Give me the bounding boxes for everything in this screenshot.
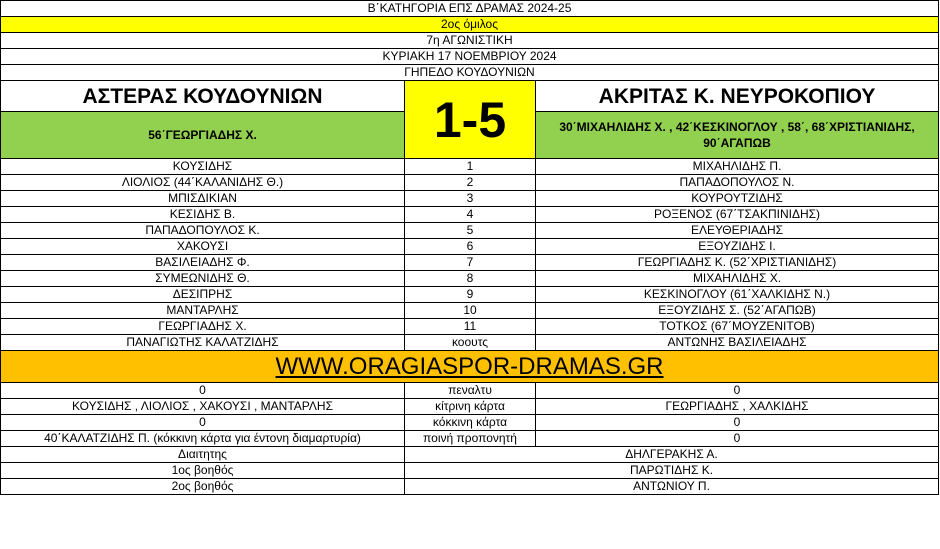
- official-name: ΑΝΤΩΝΙΟΥ Π.: [405, 479, 939, 495]
- home-player: ΚΟΥΣΙΔΗΣ: [1, 159, 405, 175]
- official-role: 2ος βοηθός: [1, 479, 405, 495]
- home-stat: 0: [1, 383, 405, 399]
- lineup-row: [1, 159, 939, 175]
- shirt-number: 5: [405, 223, 536, 239]
- away-stat: 0: [536, 383, 939, 399]
- home-scorers: 56΄ΓΕΩΡΓΙΑΔΗΣ Χ.: [1, 112, 405, 159]
- away-player: ΕΛΕΥΘΕΡΙΑΔΗΣ: [536, 223, 939, 239]
- official-row: [1, 463, 939, 479]
- home-stat: ΚΟΥΣΙΔΗΣ , ΛΙΟΛΙΟΣ , ΧΑΚΟΥΣΙ , ΜΑΝΤΑΡΛΗΣ: [1, 399, 405, 415]
- home-player: ΚΕΣΙΔΗΣ Β.: [1, 207, 405, 223]
- home-player: ΛΙΟΛΙΟΣ (44΄ΚΑΛΑΝΙΔΗΣ Θ.): [1, 175, 405, 191]
- away-player: ΜΙΧΑΗΛΙΔΗΣ Π.: [536, 159, 939, 175]
- official-name: ΠΑΡΩΤΙΔΗΣ Κ.: [405, 463, 939, 479]
- home-player: ΔΕΣΙΠΡΗΣ: [1, 287, 405, 303]
- home-player: ΜΠΙΣΔΙΚΙΑΝ: [1, 191, 405, 207]
- away-stat: 0: [536, 431, 939, 447]
- coach-row: [1, 335, 939, 351]
- home-coach: ΠΑΝΑΓΙΩΤΗΣ ΚΑΛΑΤΖΙΔΗΣ: [1, 335, 405, 351]
- round-label: 7η ΑΓΩΝΙΣΤΙΚΗ: [1, 33, 939, 49]
- lineup-row: [1, 271, 939, 287]
- league-title: Β΄ΚΑΤΗΓΟΡΙΑ ΕΠΣ ΔΡΑΜΑΣ 2024-25: [1, 1, 939, 17]
- away-player: ΕΞΟΥΖΙΔΗΣ Ι.: [536, 239, 939, 255]
- away-player: ΜΙΧΑΗΛΙΔΗΣ Χ.: [536, 271, 939, 287]
- shirt-number: 3: [405, 191, 536, 207]
- away-player: ΕΞΟΥΖΙΔΗΣ Σ. (52΄ΑΓΑΠΩΒ): [536, 303, 939, 319]
- shirt-number: 7: [405, 255, 536, 271]
- lineup-row: [1, 191, 939, 207]
- stat-label: κίτρινη κάρτα: [405, 399, 536, 415]
- coach-label: κοουτς: [405, 335, 536, 351]
- venue-label: ΓΗΠΕΔΟ ΚΟΥΔΟΥΝΙΩΝ: [1, 65, 939, 81]
- match-date: ΚΥΡΙΑΚΗ 17 ΝΟΕΜΒΡΙΟΥ 2024: [1, 49, 939, 65]
- official-role: 1ος βοηθός: [1, 463, 405, 479]
- shirt-number: 8: [405, 271, 536, 287]
- away-player: ΓΕΩΡΓΙΑΔΗΣ Κ. (52΄ΧΡΙΣΤΙΑΝΙΔΗΣ): [536, 255, 939, 271]
- lineup-row: [1, 175, 939, 191]
- shirt-number: 6: [405, 239, 536, 255]
- home-player: ΒΑΣΙΛΕΙΑΔΗΣ Φ.: [1, 255, 405, 271]
- lineup-row: [1, 207, 939, 223]
- lineup-row: [1, 303, 939, 319]
- official-name: ΔΗΛΓΕΡΑΚΗΣ Α.: [405, 447, 939, 463]
- home-stat: 40΄ΚΑΛΑΤΖΙΔΗΣ Π. (κόκκινη κάρτα για έντονη διαμαρτυρία): [1, 431, 405, 447]
- lineup-row: [1, 319, 939, 335]
- lineup-row: [1, 287, 939, 303]
- banner-row: [1, 351, 939, 383]
- away-scorers: 30΄ΜΙΧΑΗΛΙΔΗΣ Χ. , 42΄ΚΕΣΚΙΝΟΓΛΟΥ , 58΄, 68΄ΧΡΙΣΤΙΑΝΙΔΗΣ, 90΄ΑΓΑΠΩΒ: [536, 112, 939, 159]
- away-player: ΚΕΣΚΙΝΟΓΛΟΥ (61΄ΧΑΛΚΙΔΗΣ Ν.): [536, 287, 939, 303]
- home-stat: 0: [1, 415, 405, 431]
- official-row: [1, 447, 939, 463]
- official-row: [1, 479, 939, 495]
- away-team-name: ΑΚΡΙΤΑΣ Κ. ΝΕΥΡΟΚΟΠΙΟΥ: [536, 81, 939, 112]
- stat-label: ποινή προπονητή: [405, 431, 536, 447]
- away-stat: ΓΕΩΡΓΙΑΔΗΣ , ΧΑΛΚΙΔΗΣ: [536, 399, 939, 415]
- shirt-number: 1: [405, 159, 536, 175]
- away-stat: 0: [536, 415, 939, 431]
- lineup-row: [1, 255, 939, 271]
- shirt-number: 4: [405, 207, 536, 223]
- shirt-number: 11: [405, 319, 536, 335]
- home-player: ΜΑΝΤΑΡΛΗΣ: [1, 303, 405, 319]
- group-label: 2ος όμιλος: [1, 17, 939, 33]
- home-player: ΣΥΜΕΩΝΙΔΗΣ Θ.: [1, 271, 405, 287]
- stat-label: πεναλτυ: [405, 383, 536, 399]
- stat-label: κόκκινη κάρτα: [405, 415, 536, 431]
- shirt-number: 9: [405, 287, 536, 303]
- home-team-name: ΑΣΤΕΡΑΣ ΚΟΥΔΟΥΝΙΩΝ: [1, 81, 405, 112]
- stat-row: [1, 431, 939, 447]
- away-coach: ΑΝΤΩΝΗΣ ΒΑΣΙΛΕΙΑΔΗΣ: [536, 335, 939, 351]
- shirt-number: 10: [405, 303, 536, 319]
- website-link[interactable]: WWW.ORAGIASPOR-DRAMAS.GR: [275, 352, 664, 380]
- final-score: 1-5: [405, 81, 536, 159]
- stat-row: [1, 383, 939, 399]
- away-player: ΚΟΥΡΟΥΤΖΙΔΗΣ: [536, 191, 939, 207]
- away-player: ΠΑΠΑΔΟΠΟΥΛΟΣ Ν.: [536, 175, 939, 191]
- away-player: ΡΟΞΕΝΟΣ (67΄ΤΣΑΚΠΙΝΙΔΗΣ): [536, 207, 939, 223]
- website-banner: [1, 351, 939, 383]
- shirt-number: 2: [405, 175, 536, 191]
- official-role: Διαιτητης: [1, 447, 405, 463]
- home-player: ΓΕΩΡΓΙΑΔΗΣ Χ.: [1, 319, 405, 335]
- home-player: ΠΑΠΑΔΟΠΟΥΛΟΣ Κ.: [1, 223, 405, 239]
- stat-row: [1, 399, 939, 415]
- lineup-row: [1, 223, 939, 239]
- away-player: ΤΟΤΚΟΣ (67΄ΜΟΥΖΕΝΙΤΟΒ): [536, 319, 939, 335]
- lineup-row: [1, 239, 939, 255]
- home-player: ΧΑΚΟΥΣΙ: [1, 239, 405, 255]
- stat-row: [1, 415, 939, 431]
